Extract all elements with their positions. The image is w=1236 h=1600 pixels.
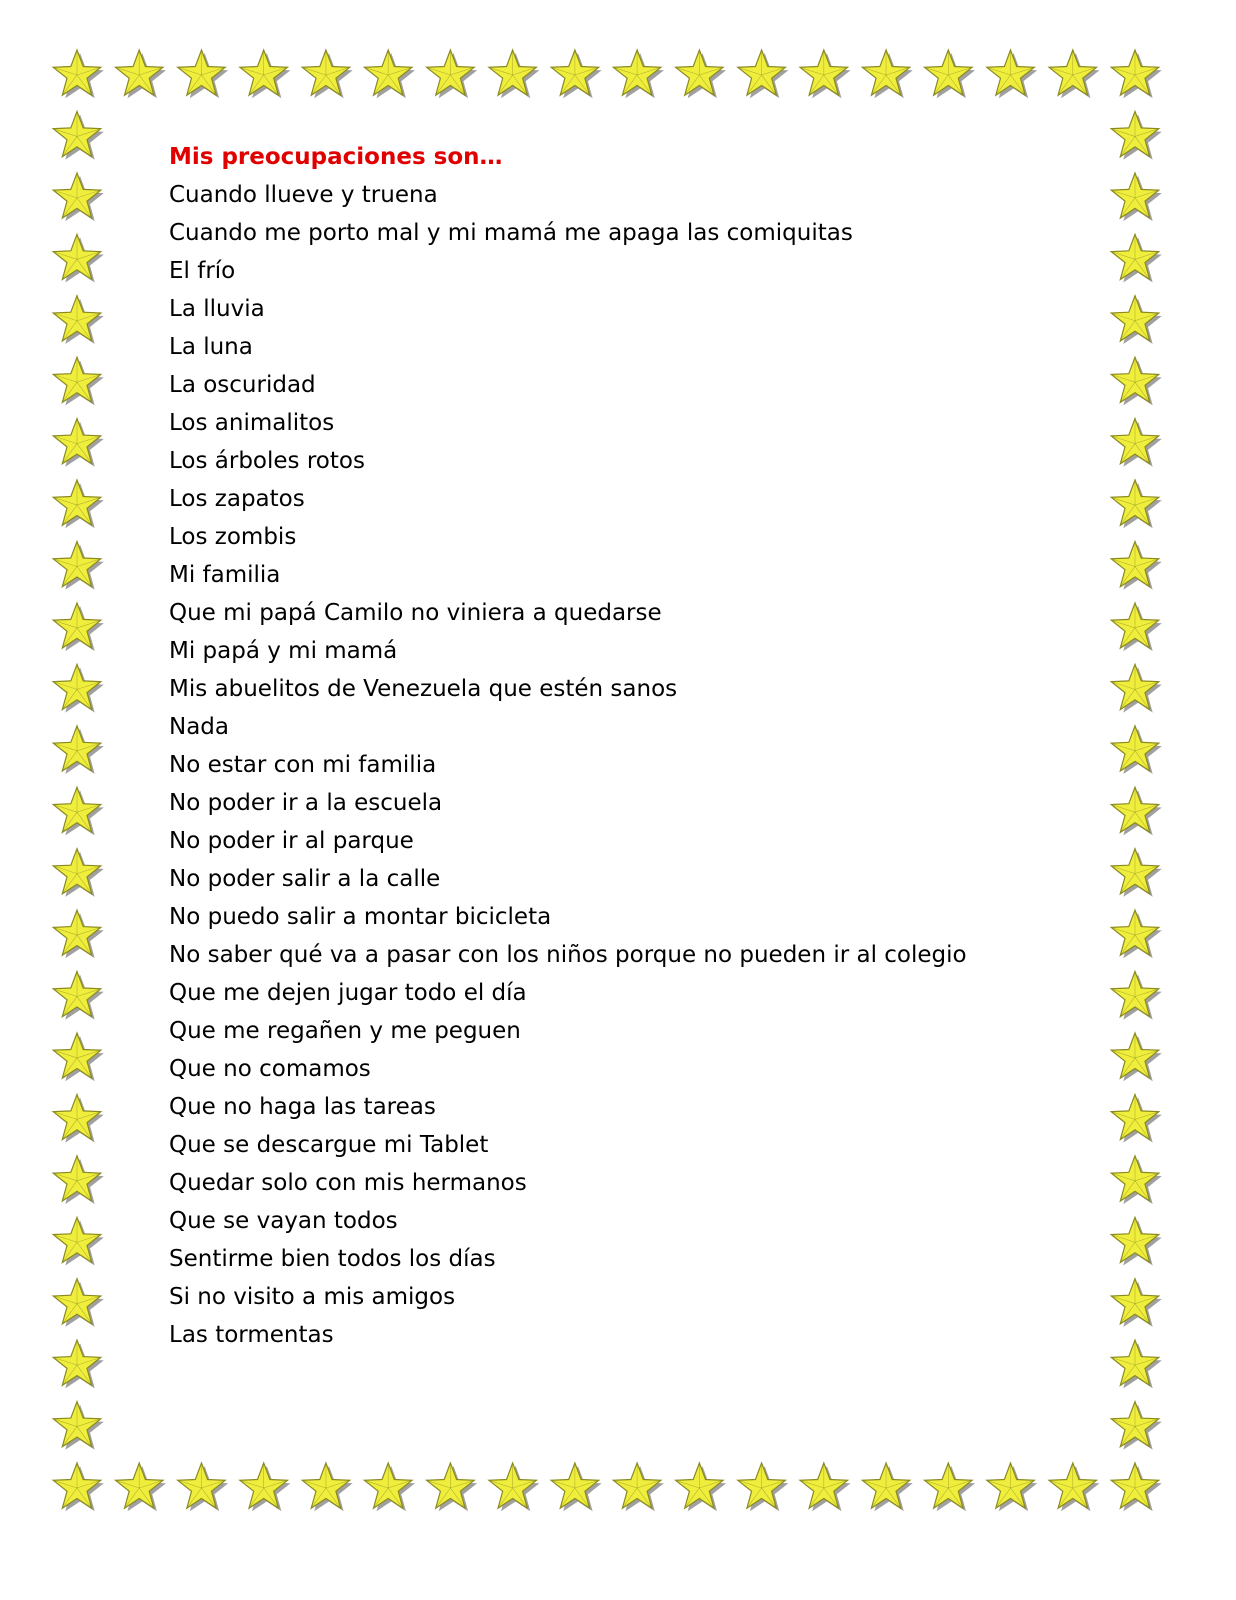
- star-icon: [53, 111, 104, 159]
- star-icon: [1111, 542, 1162, 590]
- star-icon: [925, 50, 976, 98]
- star-icon: [53, 296, 104, 344]
- star-icon: [1111, 173, 1162, 221]
- star-icon: [53, 787, 104, 835]
- list-item: La oscuridad: [169, 372, 316, 398]
- star-icon: [738, 1463, 789, 1511]
- star-icon: [613, 50, 664, 98]
- star-icon: [240, 1463, 291, 1511]
- star-icon: [364, 50, 415, 98]
- star-icon: [1111, 1217, 1162, 1265]
- star-icon: [613, 1463, 664, 1511]
- list-item: Mis abuelitos de Venezuela que estén sanos: [169, 676, 678, 702]
- star-icon: [427, 1463, 478, 1511]
- list-item: Los zapatos: [169, 486, 305, 512]
- star-icon: [1111, 1094, 1162, 1142]
- star-icon: [800, 50, 851, 98]
- star-icon: [1049, 1463, 1100, 1511]
- star-icon: [738, 50, 789, 98]
- list-item: No saber qué va a pasar con los niños porque no pueden ir al colegio: [169, 942, 967, 968]
- star-icon: [53, 1279, 104, 1327]
- star-icon: [53, 1217, 104, 1265]
- star-icon: [1111, 1463, 1162, 1511]
- star-icon: [427, 50, 478, 98]
- star-icon: [1111, 1156, 1162, 1204]
- star-icon: [53, 726, 104, 774]
- list-item: Mi papá y mi mamá: [169, 638, 398, 664]
- document-body: [169, 138, 1109, 1354]
- star-icon: [1111, 972, 1162, 1020]
- star-icon: [1111, 603, 1162, 651]
- star-icon: [1111, 726, 1162, 774]
- list-item: La luna: [169, 334, 253, 360]
- star-icon: [53, 664, 104, 712]
- star-icon: [364, 1463, 415, 1511]
- list-item: Que no haga las tareas: [169, 1094, 436, 1120]
- star-icon: [178, 50, 229, 98]
- star-icon: [862, 1463, 913, 1511]
- star-icon: [676, 1463, 727, 1511]
- list-item: No estar con mi familia: [169, 752, 437, 778]
- list-item: Los árboles rotos: [169, 448, 365, 474]
- star-icon: [551, 1463, 602, 1511]
- list-item: Las tormentas: [169, 1322, 334, 1348]
- star-icon: [116, 50, 167, 98]
- star-icon: [302, 1463, 353, 1511]
- list-item: Si no visito a mis amigos: [169, 1284, 456, 1310]
- star-icon: [925, 1463, 976, 1511]
- star-icon: [53, 1156, 104, 1204]
- star-icon: [1111, 111, 1162, 159]
- star-icon: [178, 1463, 229, 1511]
- star-icon: [987, 50, 1038, 98]
- star-icon: [1111, 296, 1162, 344]
- star-icon: [53, 1463, 104, 1511]
- star-icon: [489, 1463, 540, 1511]
- star-icon: [240, 50, 291, 98]
- star-icon: [53, 849, 104, 897]
- list-item: Que me regañen y me peguen: [169, 1018, 521, 1044]
- list-item: Que mi papá Camilo no viniera a quedarse: [169, 600, 662, 626]
- list-item: Los zombis: [169, 524, 297, 550]
- star-icon: [1111, 1402, 1162, 1450]
- star-icon: [987, 1463, 1038, 1511]
- star-icon: [862, 50, 913, 98]
- star-icon: [53, 542, 104, 590]
- star-icon: [1111, 664, 1162, 712]
- star-icon: [1111, 480, 1162, 528]
- list-item: Mi familia: [169, 562, 281, 588]
- star-icon: [53, 419, 104, 467]
- star-icon: [1111, 50, 1162, 98]
- star-icon: [1111, 910, 1162, 958]
- star-icon: [116, 1463, 167, 1511]
- star-icon: [1111, 849, 1162, 897]
- list-item: Cuando llueve y truena: [169, 182, 438, 208]
- list-item: Quedar solo con mis hermanos: [169, 1170, 527, 1196]
- list-item: No poder ir a la escuela: [169, 790, 443, 816]
- star-icon: [1111, 1033, 1162, 1081]
- list-item: No poder salir a la calle: [169, 866, 441, 892]
- star-icon: [676, 50, 727, 98]
- star-icon: [1049, 50, 1100, 98]
- star-icon: [1111, 234, 1162, 282]
- list-item: No puedo salir a montar bicicleta: [169, 904, 552, 930]
- star-icon: [53, 1340, 104, 1388]
- list-item: Que se vayan todos: [169, 1208, 398, 1234]
- star-icon: [551, 50, 602, 98]
- star-icon: [53, 480, 104, 528]
- page-title: Mis preocupaciones son…: [169, 144, 503, 170]
- star-icon: [53, 1094, 104, 1142]
- star-icon: [53, 50, 104, 98]
- star-icon: [489, 50, 540, 98]
- star-icon: [1111, 787, 1162, 835]
- star-icon: [53, 1033, 104, 1081]
- star-icon: [302, 50, 353, 98]
- star-icon: [1111, 419, 1162, 467]
- worries-list: [169, 176, 1109, 1354]
- list-item: Los animalitos: [169, 410, 335, 436]
- star-icon: [800, 1463, 851, 1511]
- list-item: La lluvia: [169, 296, 265, 322]
- star-icon: [1111, 357, 1162, 405]
- star-icon: [53, 603, 104, 651]
- star-icon: [53, 357, 104, 405]
- list-item: Sentirme bien todos los días: [169, 1246, 496, 1272]
- list-item: Nada: [169, 714, 229, 740]
- list-item: Que me dejen jugar todo el día: [169, 980, 527, 1006]
- star-icon: [53, 173, 104, 221]
- list-item: Que no comamos: [169, 1056, 371, 1082]
- star-icon: [53, 1402, 104, 1450]
- star-icon: [1111, 1340, 1162, 1388]
- list-item: Cuando me porto mal y mi mamá me apaga las comiquitas: [169, 220, 853, 246]
- list-item: No poder ir al parque: [169, 828, 414, 854]
- list-item: El frío: [169, 258, 236, 284]
- star-icon: [53, 910, 104, 958]
- star-icon: [1111, 1279, 1162, 1327]
- star-icon: [53, 234, 104, 282]
- star-icon: [53, 972, 104, 1020]
- list-item: Que se descargue mi Tablet: [169, 1132, 489, 1158]
